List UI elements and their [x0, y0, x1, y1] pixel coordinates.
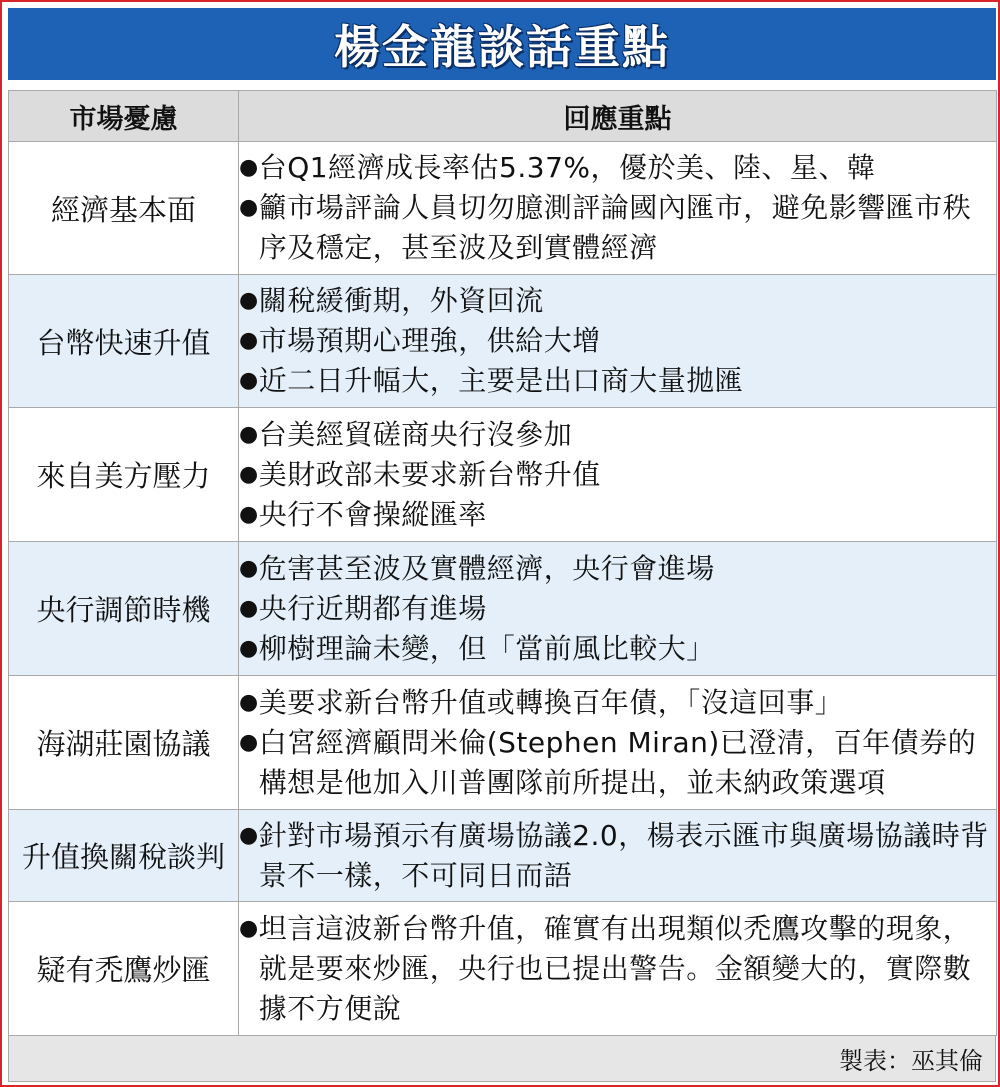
table-row [9, 275, 997, 408]
table-row [9, 902, 997, 1036]
table-row [9, 408, 997, 542]
concern-cell: 疑有禿鷹炒匯 [9, 902, 239, 1036]
table-credit: 製表：巫其倫 [839, 1047, 983, 1075]
response-point [239, 361, 996, 401]
response-cell [239, 902, 997, 1036]
table-row [9, 142, 997, 275]
table-body [9, 142, 997, 1036]
table-row [9, 542, 997, 676]
bullet-icon: ● [239, 461, 259, 487]
footer-bar [8, 1036, 996, 1082]
bullet-icon: ● [239, 822, 259, 848]
response-cell [239, 408, 997, 542]
response-point [239, 723, 996, 803]
response-point-text: 央行不會操縱匯率 [258, 497, 487, 531]
response-point-text: 危害甚至波及實體經濟，央行會進場 [258, 551, 715, 585]
bullet-icon: ● [239, 155, 259, 180]
table-row [9, 810, 997, 902]
response-point-text: 近二日升幅大，主要是出口商大量拋匯 [258, 364, 744, 397]
response-point-text: 白宮經濟顧問米倫(Stephen Miran)已澄清，百年債券的構想是他加入川普團隊前所提出，並未納政策選項 [258, 725, 977, 799]
response-point-text: 台美經貿磋商央行沒參加 [258, 417, 573, 451]
title-bar [8, 8, 996, 80]
bullet-icon: ● [239, 195, 259, 220]
concern-cell: 經濟基本面 [9, 142, 239, 275]
response-point [239, 683, 996, 723]
response-cell [239, 142, 997, 275]
response-point [239, 415, 996, 455]
bullet-icon: ● [239, 421, 259, 447]
response-point [239, 816, 996, 896]
response-point-text: 柳樹理論未變，但「當前風比較大」 [258, 631, 715, 665]
response-point [239, 321, 996, 361]
response-point [239, 495, 996, 535]
response-point [239, 629, 996, 669]
page-title: 楊金龍談話重點 [334, 20, 670, 74]
response-cell [239, 275, 997, 408]
response-point-text: 針對市場預示有廣場協議2.0，楊表示匯市與廣場協議時背景不一樣，不可同日而語 [258, 818, 989, 892]
summary-table [8, 90, 997, 1036]
response-point [239, 549, 996, 589]
response-point [239, 909, 996, 1029]
response-point [239, 188, 996, 268]
bullet-icon: ● [239, 915, 259, 941]
response-point-text: 美財政部未要求新台幣升值 [258, 457, 601, 491]
bullet-icon: ● [239, 501, 259, 527]
bullet-icon: ● [239, 595, 259, 621]
response-point-text: 市場預期心理強，供給大增 [258, 324, 601, 357]
concern-cell: 台幣快速升值 [9, 275, 239, 408]
concern-cell: 來自美方壓力 [9, 408, 239, 542]
concern-cell: 海湖莊園協議 [9, 676, 239, 810]
concern-cell: 升值換關稅談判 [9, 810, 239, 902]
column-header-concern: 市場憂慮 [9, 91, 239, 142]
response-point [239, 455, 996, 495]
response-cell [239, 810, 997, 902]
bullet-icon: ● [239, 288, 259, 313]
response-point-text: 關稅緩衝期，外資回流 [258, 284, 544, 317]
response-point-text: 美要求新台幣升值或轉換百年債，「沒這回事」 [258, 685, 844, 719]
bullet-icon: ● [239, 328, 259, 353]
bullet-icon: ● [239, 689, 259, 715]
bullet-icon: ● [239, 635, 259, 661]
response-cell [239, 676, 997, 810]
bullet-icon: ● [239, 368, 259, 393]
response-point [239, 148, 996, 188]
response-cell [239, 542, 997, 676]
response-point-text: 台Q1經濟成長率估5.37%，優於美、陸、星、韓 [258, 151, 876, 184]
response-point-text: 坦言這波新台幣升值，確實有出現類似禿鷹攻擊的現象，就是要來炒匯，央行也已提出警告。金額變大的，實際數據不方便說 [258, 911, 972, 1025]
response-point [239, 589, 996, 629]
response-point-text: 籲市場評論人員切勿臆測評論國內匯市，避免影響匯市秩序及穩定，甚至波及到實體經濟 [258, 191, 972, 264]
concern-cell: 央行調節時機 [9, 542, 239, 676]
response-point-text: 央行近期都有進場 [258, 591, 487, 625]
table-header-row [9, 91, 997, 142]
table-row [9, 676, 997, 810]
bullet-icon: ● [239, 729, 259, 755]
response-point [239, 281, 996, 321]
bullet-icon: ● [239, 555, 259, 581]
column-header-response: 回應重點 [239, 91, 997, 142]
